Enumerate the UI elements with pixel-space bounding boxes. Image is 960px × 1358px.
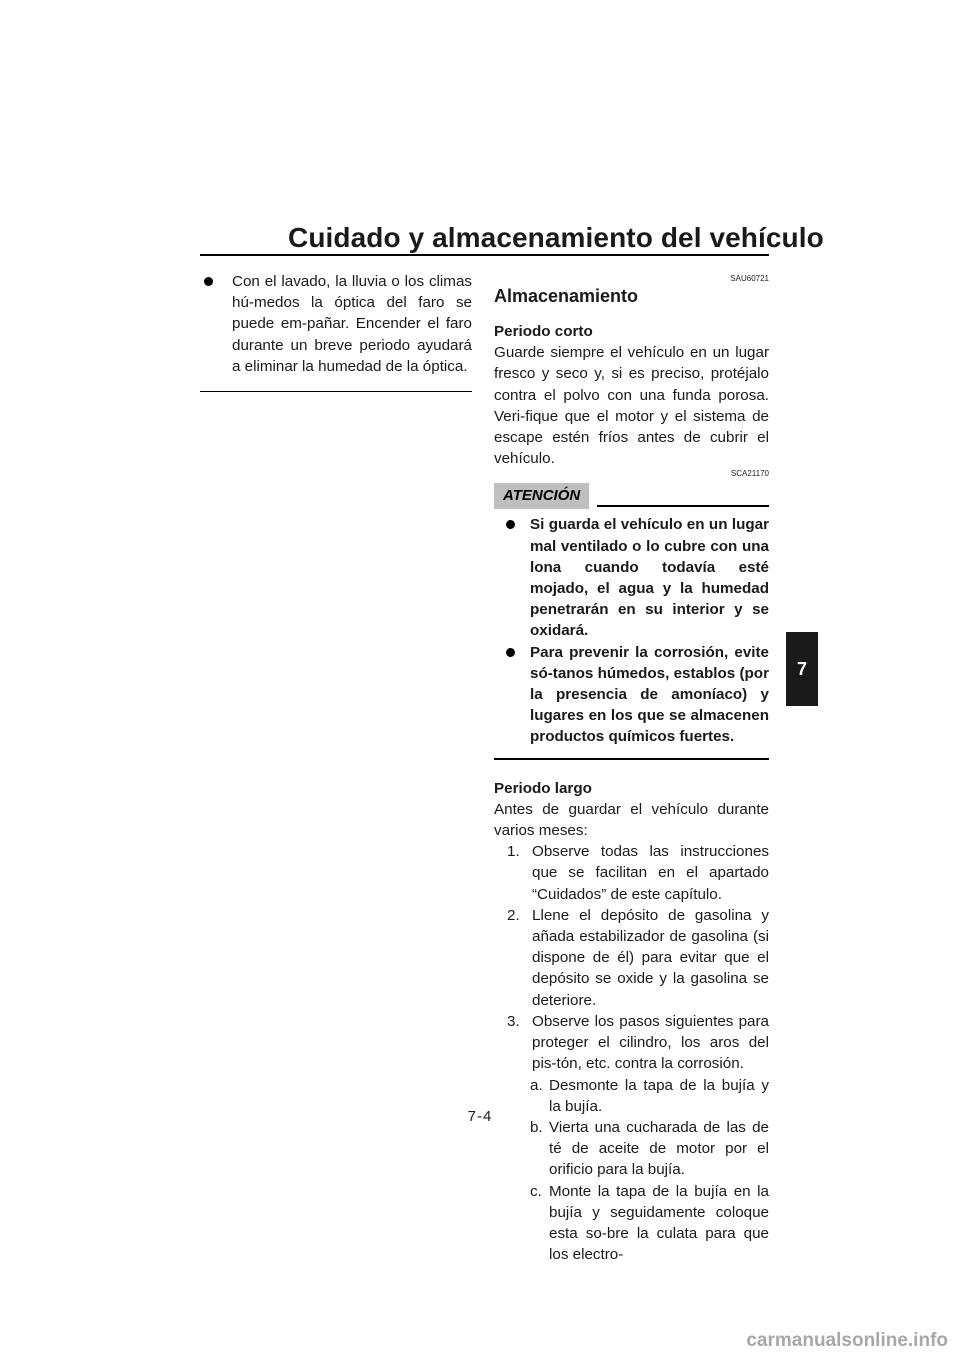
list-item bbox=[200, 271, 472, 377]
list-item: 2. Llene el depósito de gasolina y añada estabilizador de gasolina (si dispone de él) para evitar que el depósito se oxide y la gasolina se deteriore. bbox=[507, 906, 769, 1009]
notice-label: ATENCIÓN bbox=[494, 483, 589, 509]
bullet-icon bbox=[204, 277, 213, 286]
bullet-text: Con el lavado, la lluvia o los climas hú-medos la óptica del faro se puede em-pañar. Encender el faro durante un breve periodo ayudará a eliminar la humedad de la óptica. bbox=[232, 273, 472, 375]
list-item: 3. Observe los pasos siguientes para proteger el cilindro, los aros del pis-tón, etc. contra la corrosión. bbox=[507, 1012, 769, 1073]
notice-header-rule bbox=[597, 505, 769, 507]
page-number: 7-4 bbox=[467, 1108, 493, 1125]
chapter-tab[interactable]: 7 bbox=[786, 632, 818, 706]
long-period-heading: Periodo largo bbox=[494, 779, 592, 797]
short-period-text: Guarde siempre el vehículo en un lugar fresco y seco y, si es preciso, protéjalo contra el polvo con una funda porosa. Veri-fique que el motor y el sistema de escape estén fríos antes de cubrir el vehículo. bbox=[494, 344, 769, 468]
bullet-icon bbox=[506, 648, 515, 657]
column-end-rule bbox=[200, 391, 472, 392]
list-item: 1. Observe todas las instrucciones que se facilitan en el apartado “Cuidados” de este capítulo. bbox=[507, 843, 769, 903]
list-item: a. Desmonte la tapa de la bujía y la bujía. bbox=[530, 1076, 769, 1115]
notice-end-rule bbox=[494, 758, 769, 760]
long-period-intro: Antes de guardar el vehículo durante varios meses: bbox=[494, 800, 769, 840]
left-column bbox=[200, 271, 472, 392]
short-period-heading: Periodo corto bbox=[494, 323, 593, 340]
section-code: SAU60721 bbox=[730, 274, 769, 283]
watermark: carmanualsonline.info bbox=[746, 1330, 948, 1351]
list-item: b. Vierta una cucharada de las de té de aceite de motor por el orificio para la bujía. bbox=[530, 1118, 769, 1179]
notice-body bbox=[494, 514, 769, 747]
notice-code: SCA21170 bbox=[730, 469, 769, 479]
list-item: Si guarda el vehículo en un lugar mal ventilado o lo cubre con una lona cuando todavía esté mojado, el agua y la humedad penetrarán en su interior y se oxidará. bbox=[506, 514, 769, 641]
notice-header bbox=[494, 482, 769, 510]
list-item: Para prevenir la corrosión, evite só-tanos húmedos, establos (por la presencia de amoníaco) y lugares en los que se almacenen productos químicos fuertes. bbox=[506, 642, 769, 748]
title-underline bbox=[200, 254, 769, 256]
page-title: Cuidado y almacenamiento del vehículo bbox=[288, 222, 824, 253]
section-title: Almacenamiento bbox=[494, 286, 639, 306]
list-item: c. Monte la tapa de la bujía en la bujía y seguidamente coloque esta so-bre la culata para que los electro- bbox=[530, 1182, 769, 1264]
right-column bbox=[494, 274, 769, 1265]
bullet-icon bbox=[506, 520, 515, 529]
